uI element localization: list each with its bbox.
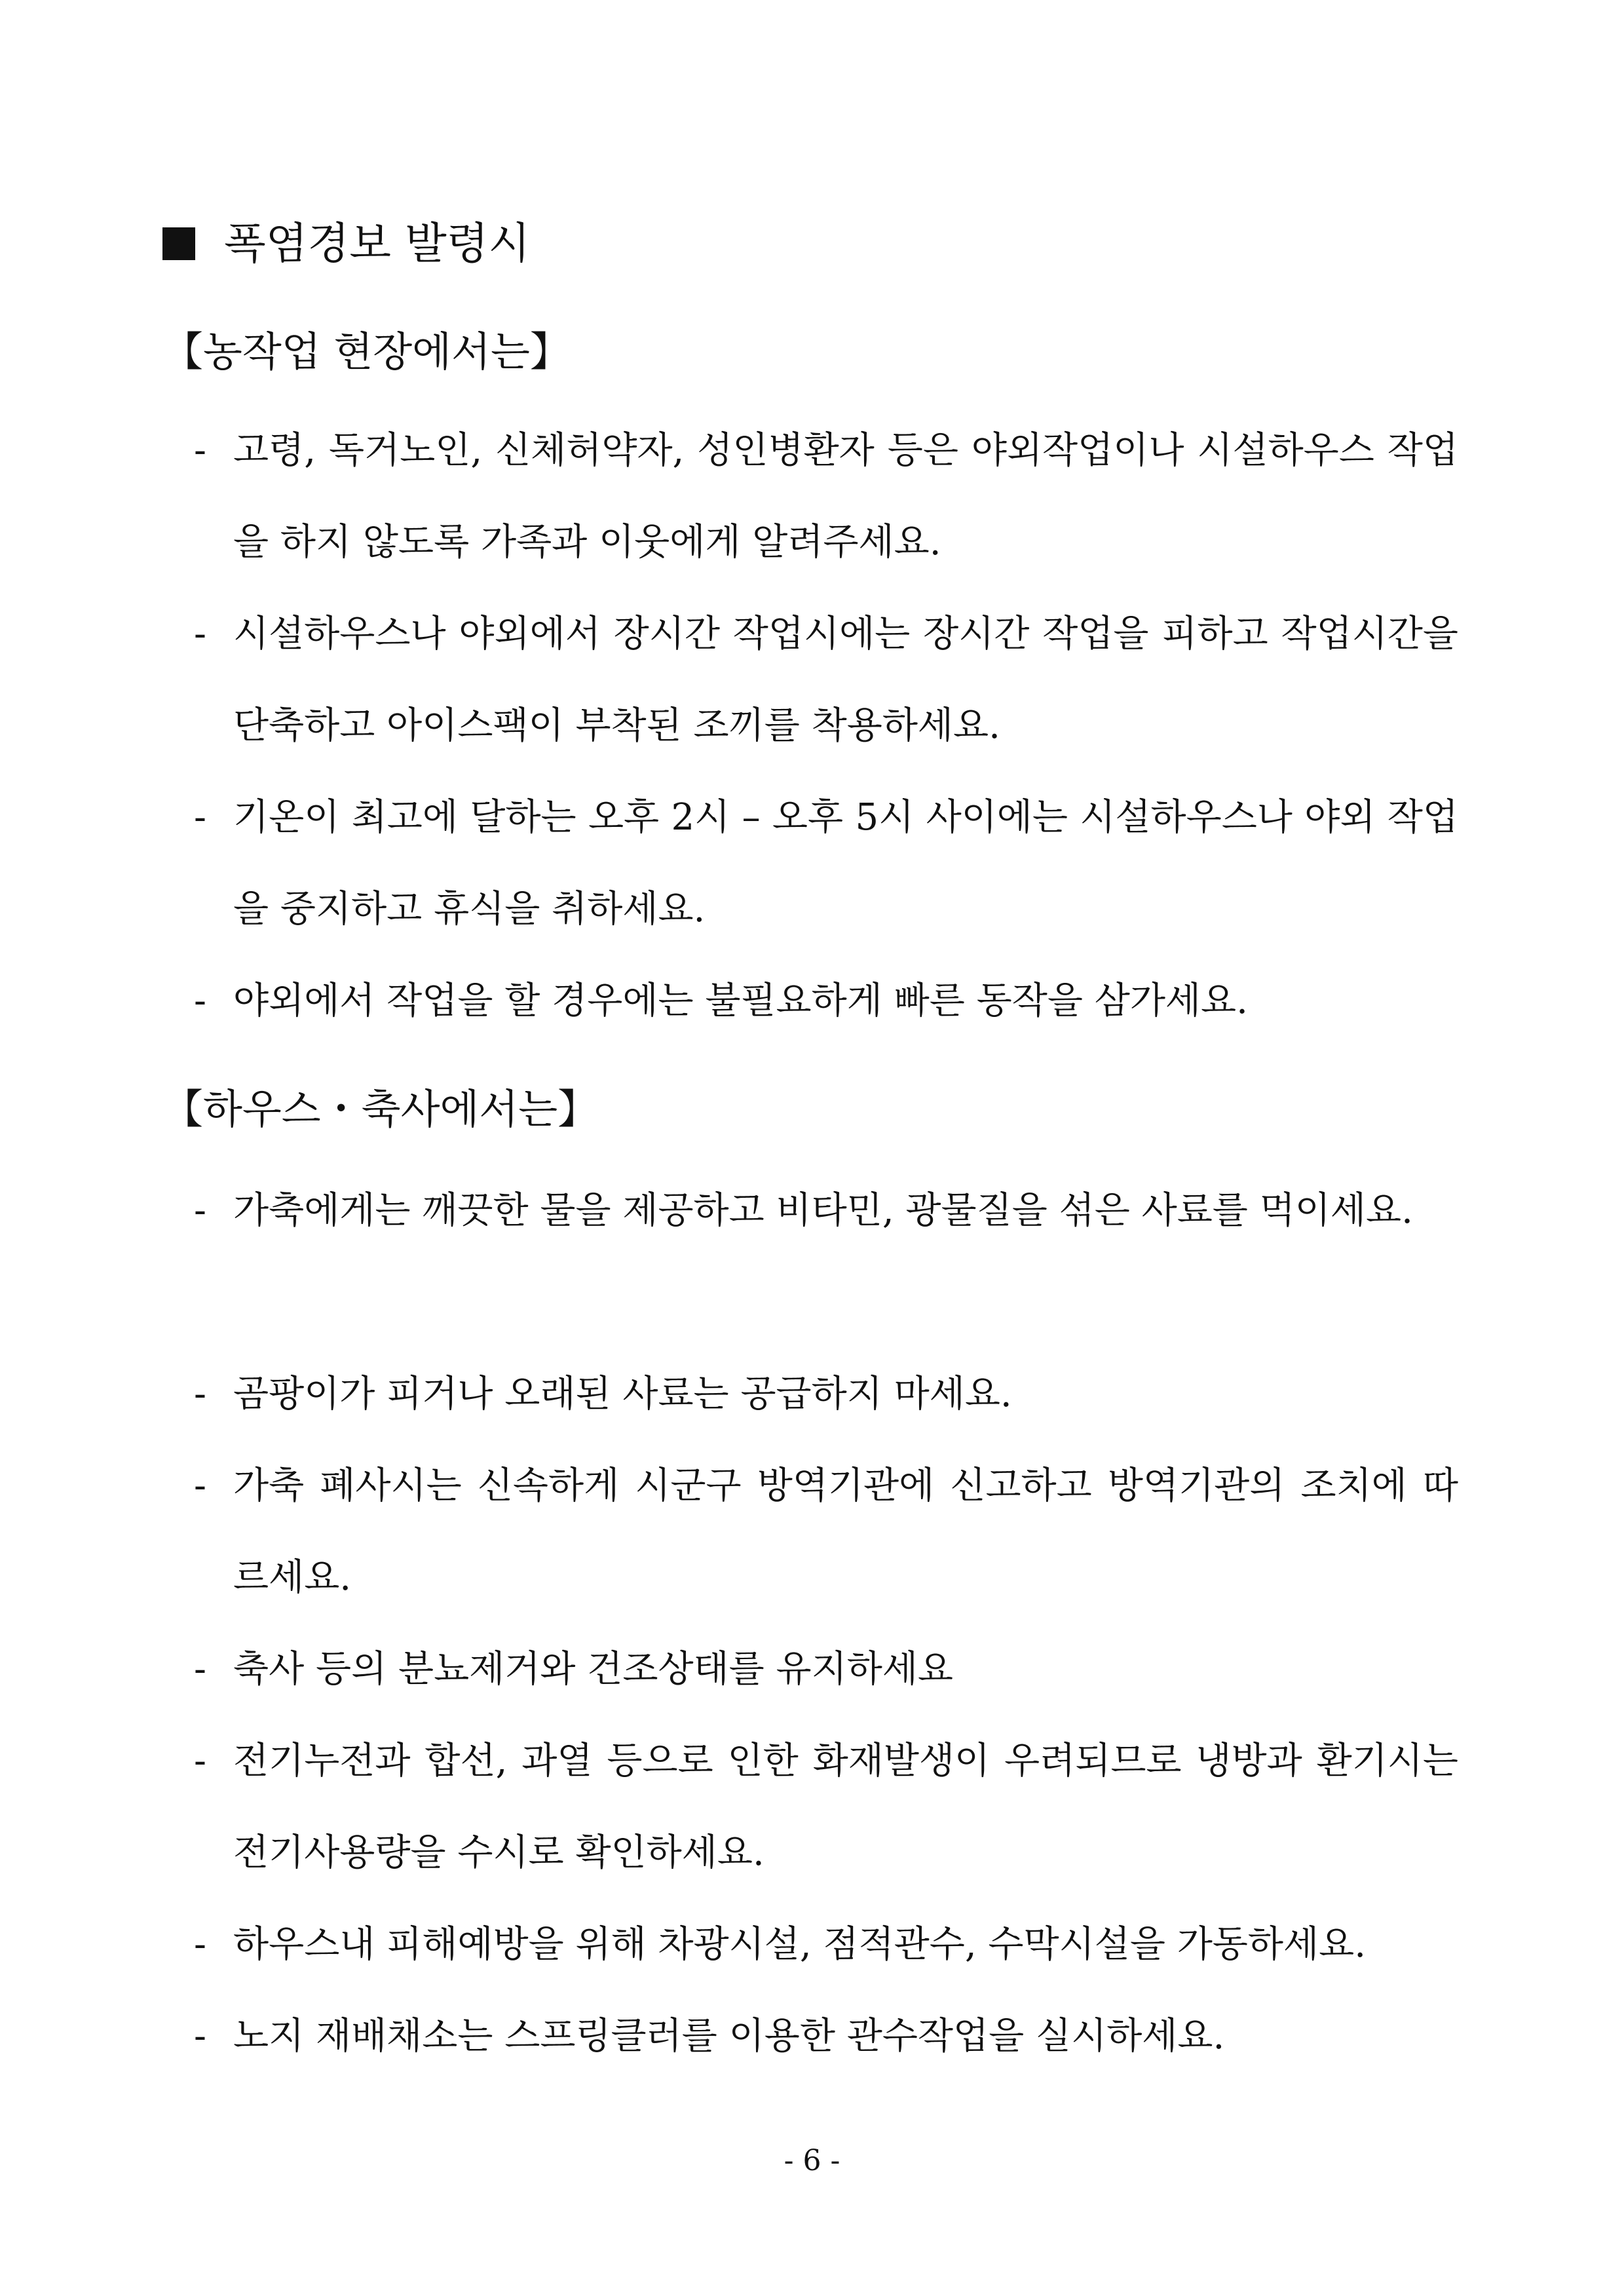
item-marker: - <box>194 1740 206 1782</box>
item-text: 고령, 독거노인, 신체허약자, 성인병환자 등은 야외작업이나 시설하우스 작업을 하지 않도록 가족과 이웃에게 알려주세요. <box>233 429 1458 564</box>
item-text: 기온이 최고에 달하는 오후 2시 – 오후 5시 사이에는 시설하우스나 야외 작업을 중지하고 휴식을 취하세요. <box>233 796 1458 930</box>
item-marker: - <box>194 796 206 839</box>
item-marker: - <box>194 1189 206 1232</box>
list-item <box>194 955 1458 1047</box>
item-text: 노지 재배채소는 스프링클러를 이용한 관수작업을 실시하세요. <box>233 2015 1225 2057</box>
list-item <box>194 1165 1458 1257</box>
item-marker: - <box>194 429 206 472</box>
list-item <box>194 1715 1458 1899</box>
page-heading <box>162 211 530 277</box>
item-text: 가축에게는 깨끗한 물을 제공하고 비타민, 광물질을 섞은 사료를 먹이세요. <box>233 1189 1413 1232</box>
item-marker: - <box>194 2015 206 2057</box>
list-item <box>194 405 1458 588</box>
item-text: 하우스내 피해예방을 위해 차광시설, 점적관수, 수막시설을 가동하세요. <box>233 1923 1366 1966</box>
list-item <box>194 1991 1458 2082</box>
list-item <box>194 1349 1458 1440</box>
item-text: 축사 등의 분뇨제거와 건조상태를 유지하세요 <box>233 1648 954 1691</box>
section-title-farm-work: 【농작업 현장에서는】 <box>162 328 571 375</box>
item-text: 전기누전과 합선, 과열 등으로 인한 화재발생이 우려되므로 냉방과 환기시는 전기사용량을 수시로 확인하세요. <box>233 1740 1458 1874</box>
item-text: 곰팡이가 피거나 오래된 사료는 공급하지 마세요. <box>233 1373 1012 1415</box>
list-item <box>194 1899 1458 1991</box>
section-title-house-barn: 【하우스・축사에서는】 <box>162 1085 599 1133</box>
item-marker: - <box>194 1373 206 1415</box>
page-number: - 6 - <box>784 2144 840 2177</box>
item-marker: - <box>194 980 206 1022</box>
item-text: 시설하우스나 야외에서 장시간 작업시에는 장시간 작업을 피하고 작업시간을 단축하고 아이스팩이 부착된 조끼를 착용하세요. <box>233 613 1458 747</box>
list-item <box>194 1624 1458 1715</box>
black-square-icon <box>162 227 195 260</box>
item-marker: - <box>194 613 206 655</box>
item-marker: - <box>194 1648 206 1691</box>
item-marker: - <box>194 1923 206 1966</box>
list-item <box>194 772 1458 955</box>
list-item <box>194 1440 1458 1624</box>
item-text: 야외에서 작업을 할 경우에는 불필요하게 빠른 동작을 삼가세요. <box>233 980 1248 1022</box>
list-item <box>194 588 1458 772</box>
item-marker: - <box>194 1464 206 1507</box>
item-text: 가축 폐사시는 신속하게 시군구 방역기관에 신고하고 방역기관의 조치에 따르세요. <box>233 1464 1458 1599</box>
heading-title: 폭염경보 발령시 <box>224 218 531 269</box>
